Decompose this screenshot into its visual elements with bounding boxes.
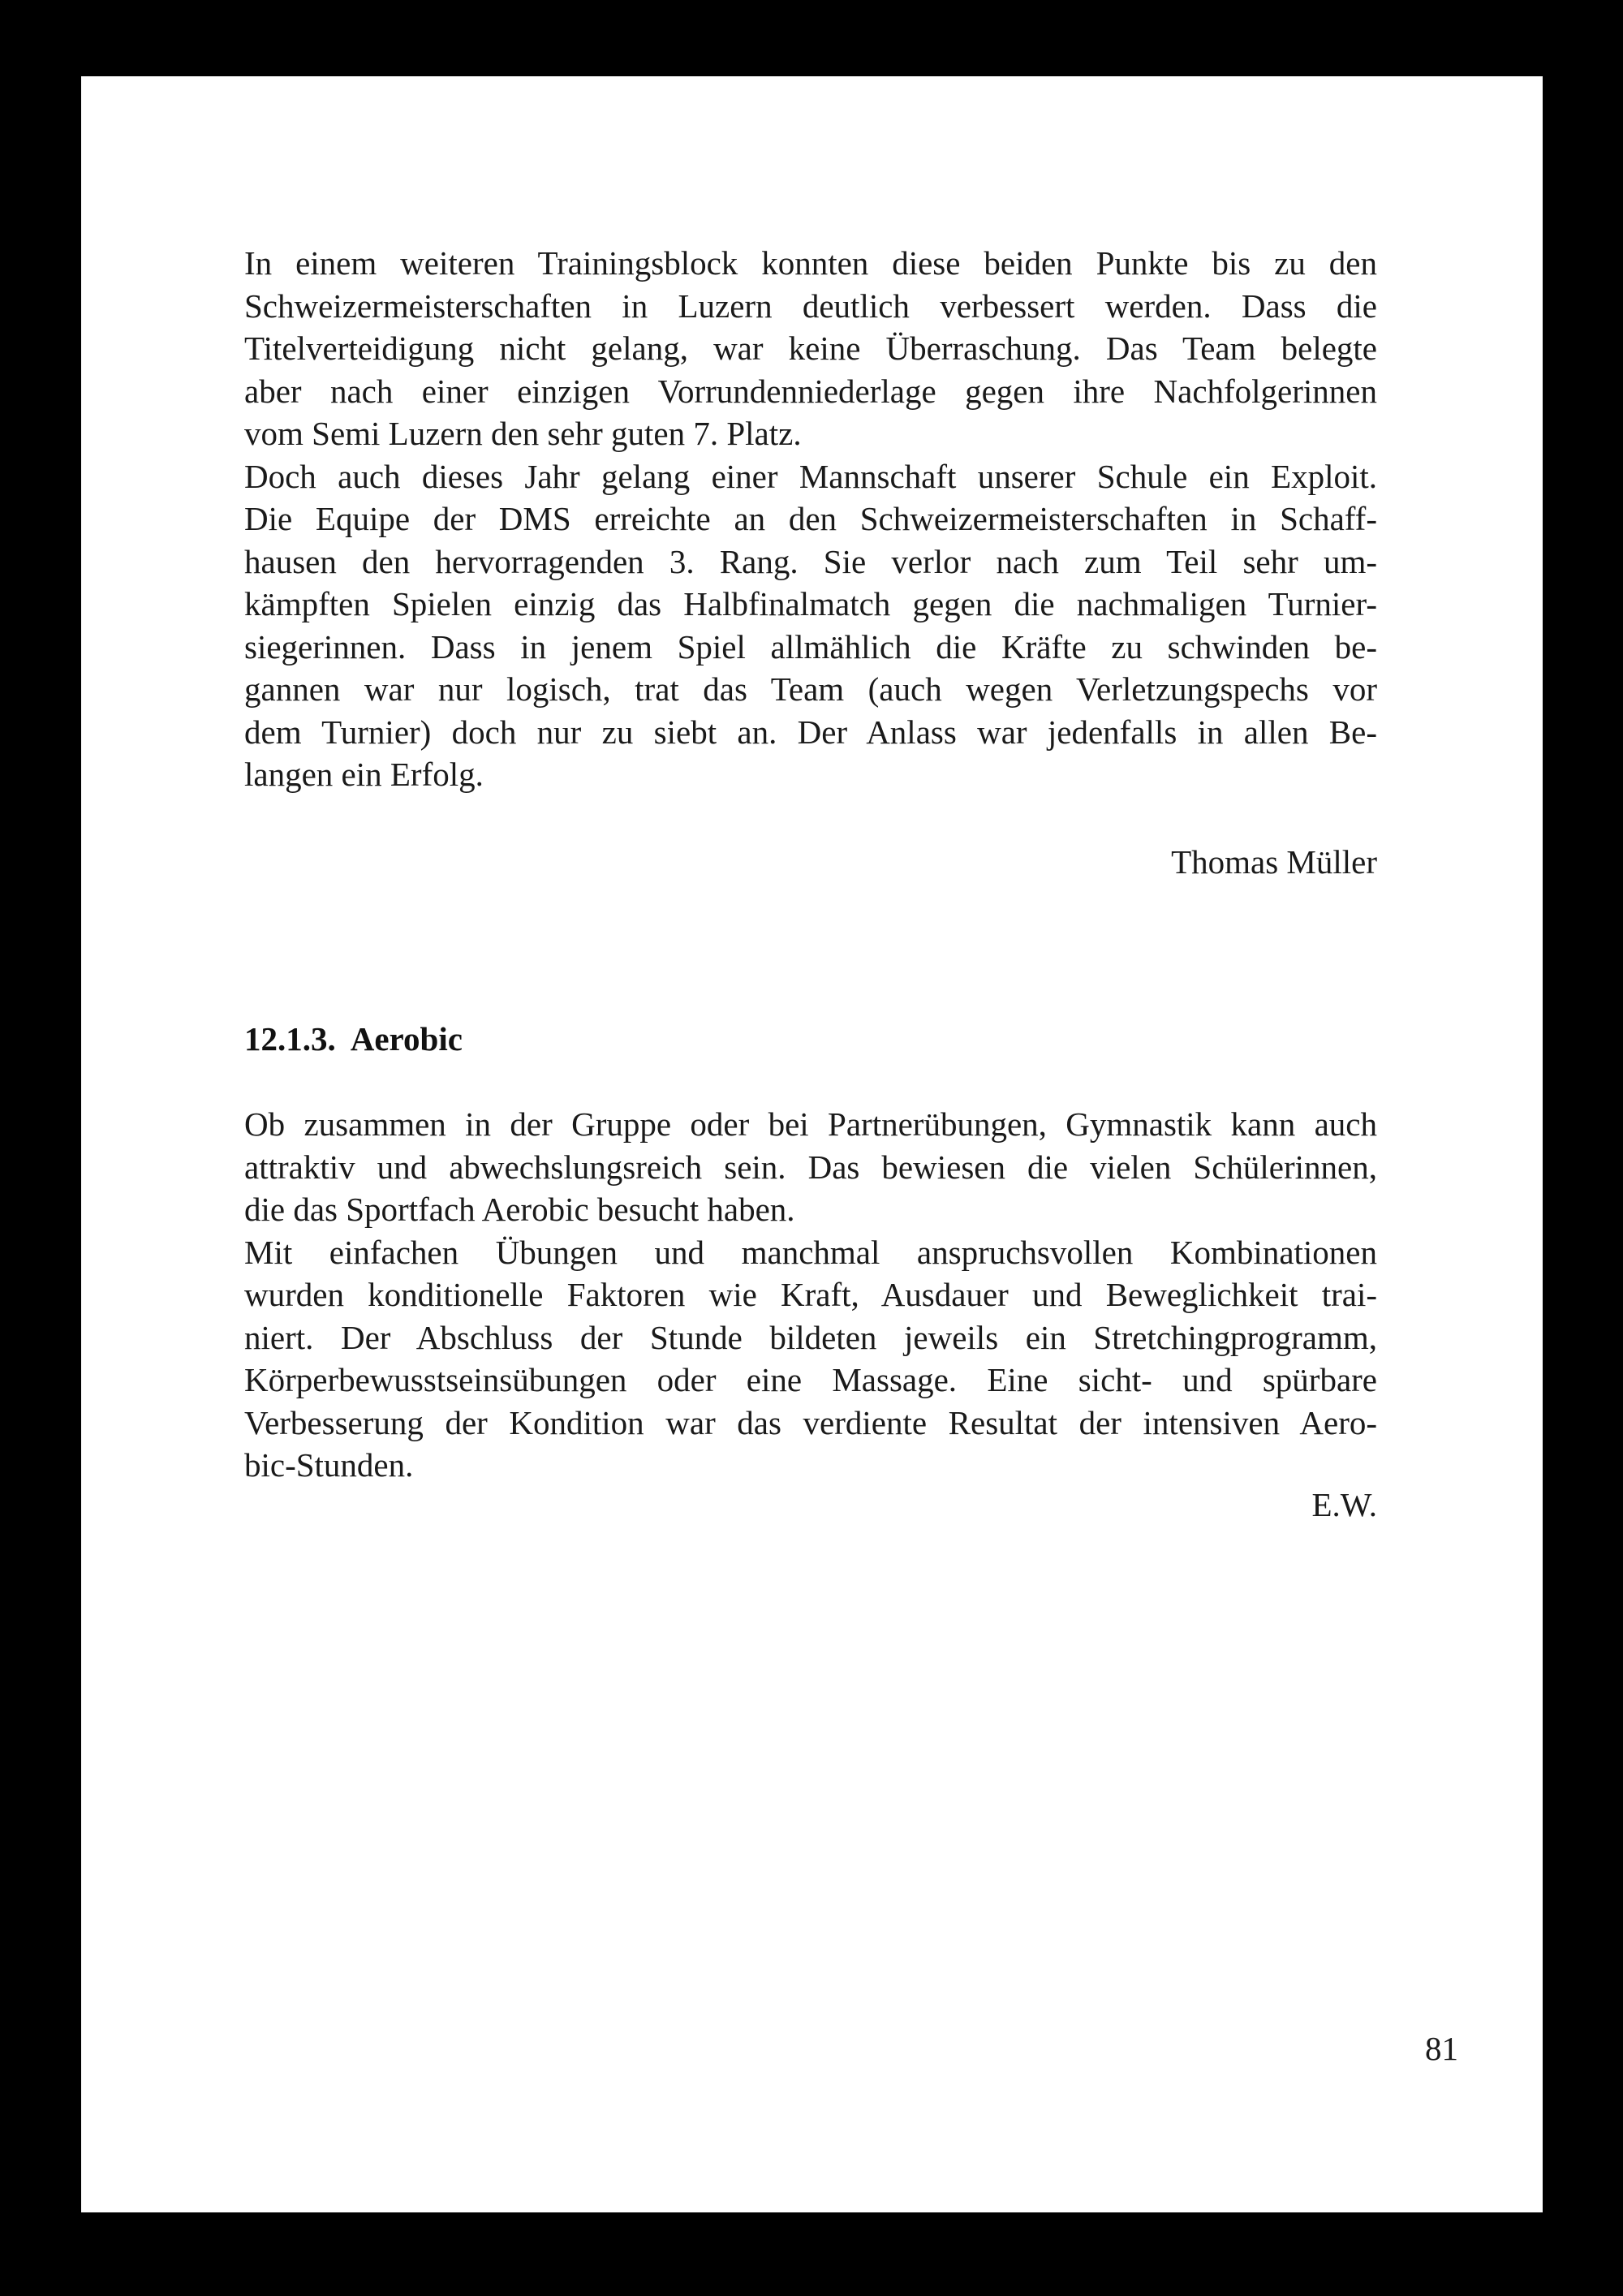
text-line: In einem weiteren Trainingsblock konnten diese beiden Punkte bis zu den (244, 244, 1377, 282)
section-title: Aerobic (350, 1020, 463, 1058)
text-line: Schweizermeisterschaften in Luzern deutlich verbessert werden. Dass die (244, 286, 1377, 325)
section1-paragraph (244, 242, 1377, 796)
text-line: vom Semi Luzern den sehr guten 7. Platz. (244, 415, 802, 452)
text-line: attraktiv und abwechslungsreich sein. Das bewiesen die vielen Schülerinnen, (244, 1148, 1377, 1186)
text-line: gannen war nur logisch, trat das Team (auch wegen Verletzungspechs vor (244, 670, 1377, 708)
text-line: Titelverteidigung nicht gelang, war keine Überraschung. Das Team belegte (244, 330, 1377, 367)
text-line: Doch auch dieses Jahr gelang einer Mannschaft unserer Schule ein Exploit. (244, 457, 1377, 495)
text-line: wurden konditionelle Faktoren wie Kraft, Ausdauer und Beweglichkeit trai- (244, 1276, 1377, 1313)
author-signature: Thomas Müller (1171, 843, 1377, 881)
text-line: niert. Der Abschluss der Stunde bildeten jeweils ein Stretchingprogramm, (244, 1318, 1377, 1356)
text-line: Verbesserung der Kondition war das verdiente Resultat der intensiven Aero- (244, 1403, 1377, 1441)
text-line: siegerinnen. Dass in jenem Spiel allmählich die Kräfte zu schwinden be- (244, 627, 1377, 666)
section-number: 12.1.3. (244, 1020, 336, 1058)
text-line: Körperbewusstseinsübungen oder eine Massage. Eine sicht- und spürbare (244, 1361, 1377, 1398)
text-line: Ob zusammen in der Gruppe oder bei Partnerübungen, Gymnastik kann auch (244, 1105, 1377, 1143)
text-line: bic-Stunden. (244, 1446, 414, 1484)
section2-paragraph (244, 1103, 1377, 1487)
text-line: dem Turnier) doch nur zu siebt an. Der Anlass war jedenfalls in allen Be- (244, 713, 1377, 751)
page-number: 81 (1425, 2030, 1458, 2067)
section-heading (244, 1019, 463, 1058)
text-line: hausen den hervorragenden 3. Rang. Sie verlor nach zum Teil sehr um- (244, 542, 1377, 580)
text-line: aber nach einer einzigen Vorrundenniederlage gegen ihre Nachfolgerinnen (244, 372, 1377, 410)
text-line: Die Equipe der DMS erreichte an den Schweizermeisterschaften in Schaff- (244, 500, 1377, 537)
author-initials: E.W. (1311, 1486, 1377, 1523)
text-line: die das Sportfach Aerobic besucht haben. (244, 1191, 795, 1228)
text-line: Mit einfachen Übungen und manchmal anspruchsvollen Kombinationen (244, 1233, 1377, 1271)
document-page (81, 76, 1543, 2212)
text-line: langen ein Erfolg. (244, 756, 484, 793)
text-line: kämpften Spielen einzig das Halbfinalmatch gegen die nachmaligen Turnier- (244, 585, 1377, 622)
